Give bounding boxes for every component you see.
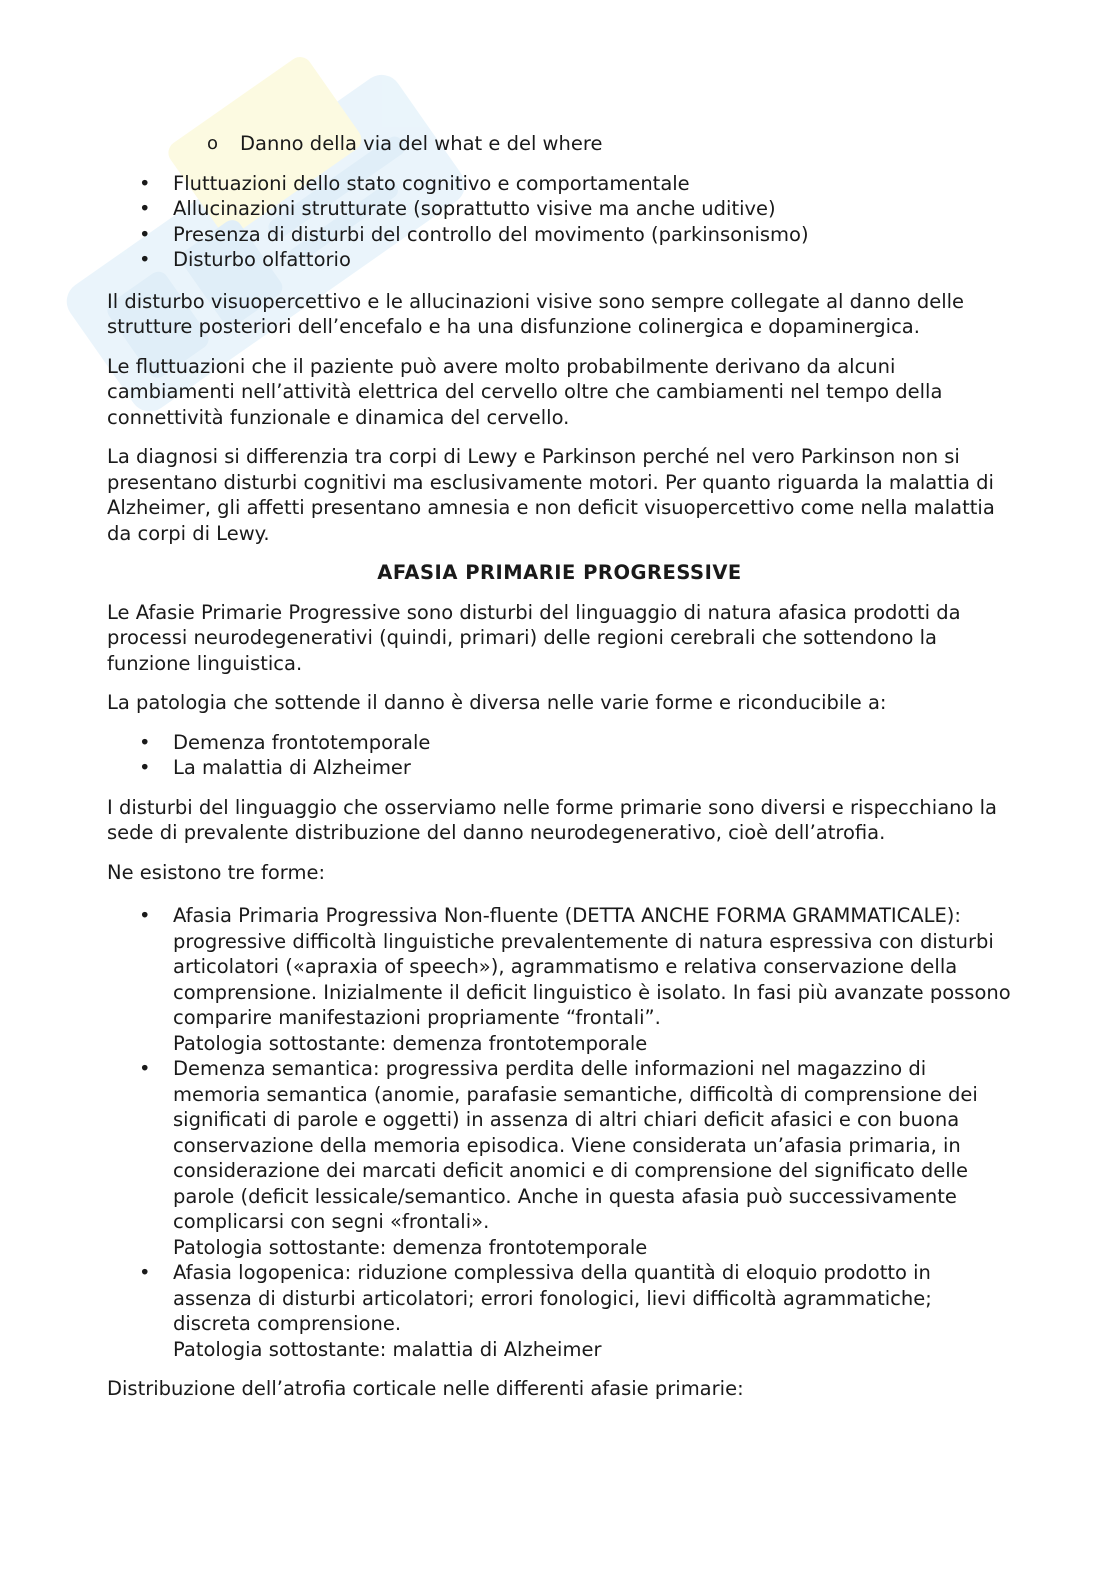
bullet-icon: • xyxy=(139,1261,151,1284)
list-item xyxy=(107,196,1012,222)
form-description: Demenza semantica: progressiva perdita delle informazioni nel magazzino di memoria semantica (anomie, parafasie semantiche, difficoltà di comprensione dei significati di parole e oggetti) in assenza di altri chiari deficit afasici e con buona conservazione della memoria episodica. Viene considerata un’afasia primaria, in considerazione dei marcati deficit anomici e di comprensione del significato delle parole (deficit lessicale/semantico. Anche in questa afasia può successivamente complicarsi con segni «frontali». xyxy=(173,1057,978,1233)
sub-list xyxy=(107,131,1012,157)
list-item xyxy=(107,755,1012,781)
document-page xyxy=(107,131,1012,1416)
sub-list-text: Danno della via del what e del where xyxy=(240,132,603,155)
bullet-icon: • xyxy=(139,222,151,246)
bullet-icon: • xyxy=(139,730,151,754)
form-description: Afasia Primaria Progressiva Non-fluente (DETTA ANCHE FORMA GRAMMATICALE): progressive difficoltà linguistiche prevalentemente di natura espressiva con disturbi articolatori («apraxia of speech»), agrammatismo e relativa conservazione della comprensione. Inizialmente il deficit linguistico è isolato. In fasi più avanzate possono comparire manifestazioni propriamente “frontali”. xyxy=(173,904,1011,1029)
sub-bullet: o xyxy=(207,133,219,154)
paragraph: Il disturbo visuopercettivo e le allucinazioni visive sono sempre collegate al danno delle strutture posteriori dell’encefalo e ha una disfunzione colinergica e dopaminergica. xyxy=(107,289,965,338)
bullet-icon: • xyxy=(139,756,151,779)
list-item-text: Fluttuazioni dello stato cognitivo e comportamentale xyxy=(173,171,690,195)
list-item-text: Allucinazioni strutturate (soprattutto visive ma anche uditive) xyxy=(173,197,776,220)
form-pathology: Patologia sottostante: malattia di Alzheimer xyxy=(173,1337,602,1361)
paragraph: La patologia che sottende il danno è diversa nelle varie forme e riconducibile a: xyxy=(107,691,887,714)
paragraph: Le Afasie Primarie Progressive sono disturbi del linguaggio di natura afasica prodotti da processi neurodegenerativi (quindi, primari) delle regioni cerebrali che sottendono la funzione linguistica. xyxy=(107,600,961,675)
forms-list xyxy=(107,903,1012,1362)
list-item xyxy=(107,247,1012,273)
form-item xyxy=(107,903,1012,1056)
bullet-icon: • xyxy=(139,904,151,927)
paragraph: Ne esistono tre forme: xyxy=(107,860,326,884)
list-item xyxy=(107,730,1012,756)
bullet-icon: • xyxy=(139,248,151,271)
section-heading: AFASIA PRIMARIE PROGRESSIVE xyxy=(377,561,742,584)
paragraph: La diagnosi si differenzia tra corpi di Lewy e Parkinson perché nel vero Parkinson non si presentano disturbi cognitivi ma esclusivamente motori. Per quanto riguarda la malattia di Alzheimer, gli affetti presentano amnesia e non deficit visuopercettivo come nella malattia da corpi di Lewy. xyxy=(107,445,995,545)
list-item-text: Presenza di disturbi del controllo del movimento (parkinsonismo) xyxy=(173,222,809,246)
list-item-text: La malattia di Alzheimer xyxy=(173,756,411,779)
pathology-list xyxy=(107,730,1012,781)
form-item xyxy=(107,1056,1012,1260)
bullet-icon: • xyxy=(139,197,151,220)
form-pathology: Patologia sottostante: demenza frontotemporale xyxy=(173,1031,648,1055)
sub-list-item xyxy=(107,131,1012,157)
paragraph: Le fluttuazioni che il paziente può avere molto probabilmente derivano da alcuni cambiamenti nell’attività elettrica del cervello oltre che cambiamenti nel tempo della connettività funzionale e dinamica del cervello. xyxy=(107,354,943,429)
form-item xyxy=(107,1260,1012,1362)
paragraph: I disturbi del linguaggio che osserviamo nelle forme primarie sono diversi e rispecchiano la sede di prevalente distribuzione del danno neurodegenerativo, cioè dell’atrofia. xyxy=(107,795,997,844)
bullet-icon: • xyxy=(139,1057,151,1080)
list-item-text: Disturbo olfattorio xyxy=(173,248,351,271)
form-description: Afasia logopenica: riduzione complessiva della quantità di eloquio prodotto in assenza di disturbi articolatori; errori fonologici, lievi difficoltà agrammatiche; discreta comprensione. xyxy=(173,1261,932,1335)
form-pathology: Patologia sottostante: demenza frontotemporale xyxy=(173,1235,648,1259)
list-item-text: Demenza frontotemporale xyxy=(173,730,431,754)
paragraph: Distribuzione dell’atrofia corticale nelle differenti afasie primarie: xyxy=(107,1377,744,1400)
list-item xyxy=(107,171,1012,197)
symptom-list xyxy=(107,171,1012,273)
list-item xyxy=(107,222,1012,248)
bullet-icon: • xyxy=(139,171,151,195)
